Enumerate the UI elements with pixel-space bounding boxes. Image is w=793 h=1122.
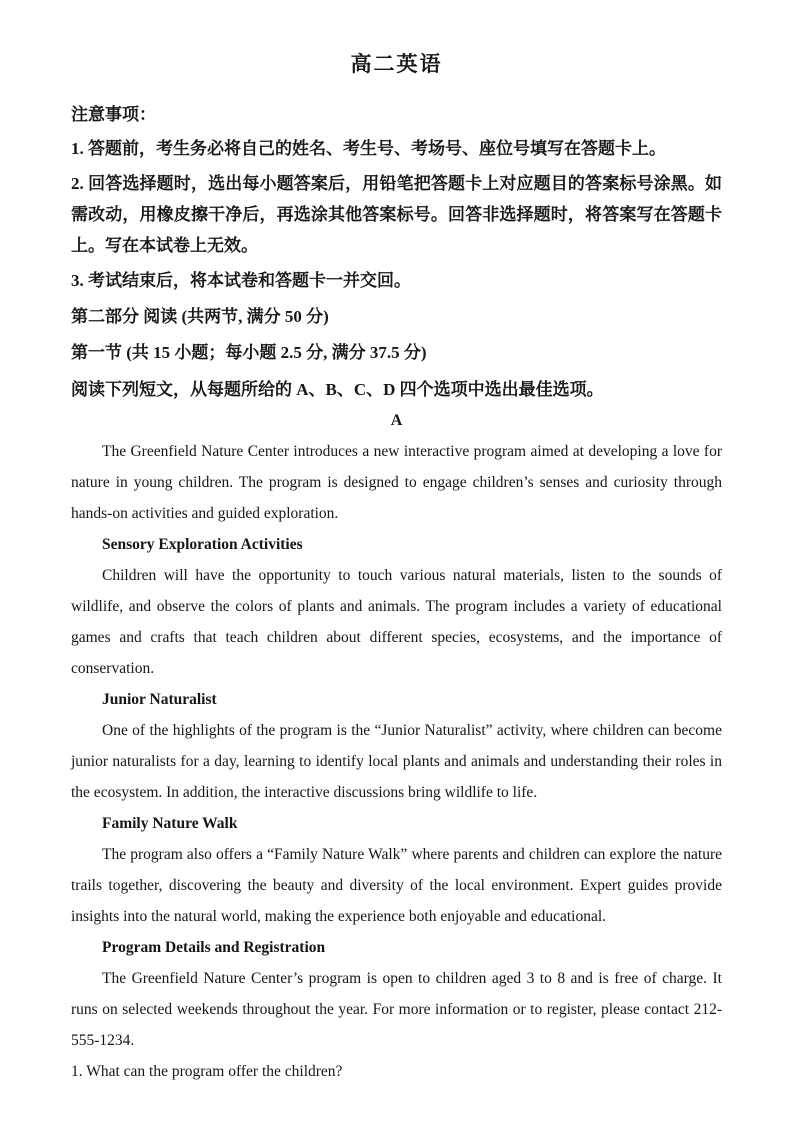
section-lines <box>71 302 722 406</box>
passage-subheading: Sensory Exploration Activities <box>102 535 303 553</box>
notice-item: 3. 考试结束后，将本试卷和答题卡一并交回。 <box>71 271 411 291</box>
passage-paragraph: The program also offers a “Family Nature Walk” where parents and children can explore the nature trails together, discovering the beauty and diversity of the local environment. Expert guides provide insights into the natural world, making the experience both enjoyable and educational. <box>71 845 722 925</box>
section-line: 第一节 (共 15 小题；每小题 2.5 分, 满分 37.5 分) <box>71 343 427 363</box>
passage-subheading: Junior Naturalist <box>102 690 217 708</box>
notice-list <box>71 134 722 297</box>
passage-paragraph: The Greenfield Nature Center’s program is open to children aged 3 to 8 and is free of charge. It runs on selected weekends throughout the year. For more information or to register, please contact 212-555-1234. <box>71 969 722 1049</box>
notice-heading: 注意事项： <box>71 105 156 124</box>
passage-label: A <box>390 411 403 429</box>
passage-subheading: Program Details and Registration <box>102 938 326 956</box>
passage-paragraph: The Greenfield Nature Center introduces a new interactive program aimed at developing a love for nature in young children. The program is designed to engage children’s senses and curiosity through hands-on activities and guided exploration. <box>71 442 722 522</box>
section-line: 阅读下列短文，从每题所给的 A、B、C、D 四个选项中选出最佳选项。 <box>71 379 604 399</box>
section-line: 第二部分 阅读 (共两节, 满分 50 分) <box>71 306 329 326</box>
page-title: 高二英语 <box>350 52 443 76</box>
question-text: 1. What can the program offer the children? <box>71 1062 343 1080</box>
passage-paragraph: Children will have the opportunity to touch various natural materials, listen to the sounds of wildlife, and observe the colors of plants and animals. The program includes a variety of educational games and crafts that teach children about different species, ecosystems, and the importance of conservation. <box>71 566 722 677</box>
passage-body <box>71 436 722 1087</box>
notice-item: 2. 回答选择题时，选出每小题答案后，用铅笔把答题卡上对应题目的答案标号涂黑。如需改动，用橡皮擦干净后，再选涂其他答案标号。回答非选择题时，将答案写在答题卡上。写在本试卷上无效。 <box>71 174 722 255</box>
passage-paragraph: One of the highlights of the program is the “Junior Naturalist” activity, where children can become junior naturalists for a day, learning to identify local plants and animals and understanding their roles in the ecosystem. In addition, the interactive discussions bring wildlife to life. <box>71 721 722 801</box>
notice-item: 1. 答题前，考生务必将自己的姓名、考生号、考场号、座位号填写在答题卡上。 <box>71 138 666 158</box>
passage-subheading: Family Nature Walk <box>102 814 238 832</box>
